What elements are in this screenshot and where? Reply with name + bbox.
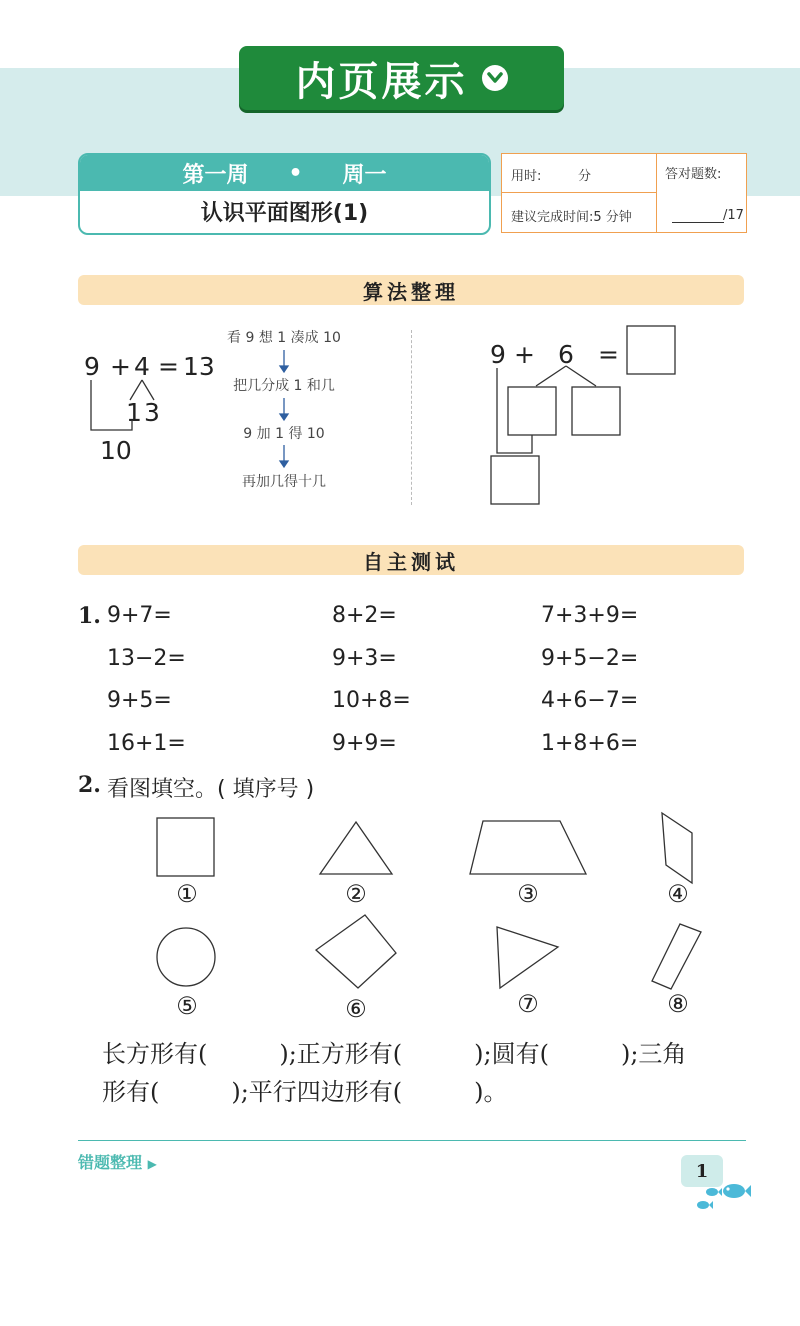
exercise-plus: +: [514, 340, 535, 369]
suggest-time: 建议完成时间:5 分钟: [511, 210, 632, 225]
problem: 16+1=: [107, 731, 186, 756]
shape-circle: [157, 928, 215, 986]
ex-n2: 4: [134, 352, 150, 381]
ex-plus: +: [110, 352, 131, 381]
lesson-card: [78, 153, 491, 235]
split-box-a: [508, 387, 556, 435]
exercise-eq: =: [598, 340, 619, 369]
shape-trapezoid: [470, 821, 586, 874]
shape-right-triangle: [497, 927, 558, 988]
shape-label: ③: [517, 880, 539, 908]
shape-label: ②: [345, 880, 367, 908]
problem: 9+7=: [107, 603, 172, 628]
time-used-label: 用时:: [511, 169, 542, 184]
day-label: 周一: [342, 162, 387, 188]
timer-divider-v: [656, 154, 657, 232]
lesson-week-header: [80, 155, 489, 191]
problem: 8+2=: [332, 603, 397, 628]
example-split-lines: [80, 375, 170, 435]
wrong-label-text: 错题整理: [78, 1153, 143, 1172]
step-arrows: [276, 345, 292, 475]
time-unit: 分: [578, 169, 592, 184]
ex-result: 13: [183, 352, 215, 381]
page-title-banner: [239, 46, 564, 110]
answer-box: [627, 326, 675, 374]
problem: 10+8=: [332, 688, 411, 713]
lesson-topic: 认识平面图形(1): [200, 200, 369, 226]
wrong-questions-label: [78, 1150, 157, 1173]
shape-label: ⑧: [667, 990, 689, 1018]
shape-label: ④: [667, 880, 689, 908]
problem: 9+5=: [107, 688, 172, 713]
section-title-algorithm: 算法整理: [78, 275, 744, 305]
ten-box: [491, 456, 539, 504]
ex-eq: =: [158, 352, 179, 381]
shape-label: ⑦: [517, 990, 539, 1018]
footer-rule: [78, 1140, 746, 1141]
shape-label: ⑥: [345, 995, 367, 1023]
score-total: /17: [723, 208, 744, 223]
problem: 9+5−2=: [541, 646, 639, 671]
problem: 4+6−7=: [541, 688, 639, 713]
shape-label: ①: [176, 880, 198, 908]
step-3: 9 加 1 得 10: [243, 426, 325, 442]
shape-parallelogram: [662, 813, 692, 883]
exercise-boxes: [480, 320, 690, 510]
ex-n1: 9: [84, 352, 100, 381]
q2-text: 看图填空。( 填序号 ): [107, 777, 315, 802]
split-box-b: [572, 387, 620, 435]
section-title-test: 自主测试: [78, 545, 744, 575]
shapes-figure: [140, 805, 720, 995]
page-number: 1: [681, 1155, 723, 1187]
problem: 13−2=: [107, 646, 186, 671]
week-label: 第一周: [182, 162, 249, 188]
q1-number: 1.: [78, 603, 101, 629]
shape-tilted-square: [316, 915, 396, 988]
fish-icon: [690, 1182, 752, 1212]
fill-line-1: 长方形有( );正方形有( );圆有( );三角: [102, 1040, 687, 1068]
step-2: 把几分成 1 和几: [233, 378, 335, 394]
ex-split-a: 1: [126, 398, 142, 427]
chevron-down-icon: [482, 65, 508, 91]
timer-box: [501, 153, 747, 233]
problem: 7+3+9=: [541, 603, 639, 628]
ex-ten: 10: [100, 436, 132, 465]
ex-split-b: 3: [144, 398, 160, 427]
play-triangle-icon: ▶: [147, 1157, 157, 1171]
problem: 9+9=: [332, 731, 397, 756]
divider: [411, 330, 412, 505]
shape-label: ⑤: [176, 992, 198, 1020]
page-title: 内页展示: [295, 58, 468, 105]
correct-label: 答对题数:: [665, 167, 722, 182]
fill-line-2: 形有( );平行四边形有( )。: [102, 1078, 508, 1106]
q2-number: 2.: [78, 772, 101, 798]
problem: 9+3=: [332, 646, 397, 671]
step-1: 看 9 想 1 凑成 10: [227, 330, 341, 346]
timer-divider-h: [502, 192, 656, 193]
shape-triangle: [320, 822, 392, 874]
exercise-n1: 9: [490, 340, 506, 369]
dot-separator: •: [288, 160, 303, 186]
shape-tilted-rectangle: [652, 924, 701, 989]
shape-square: [157, 818, 214, 876]
problem: 1+8+6=: [541, 731, 639, 756]
score-blank: [672, 222, 724, 223]
exercise-n2: 6: [558, 340, 574, 369]
step-4: 再加几得十几: [242, 474, 326, 490]
